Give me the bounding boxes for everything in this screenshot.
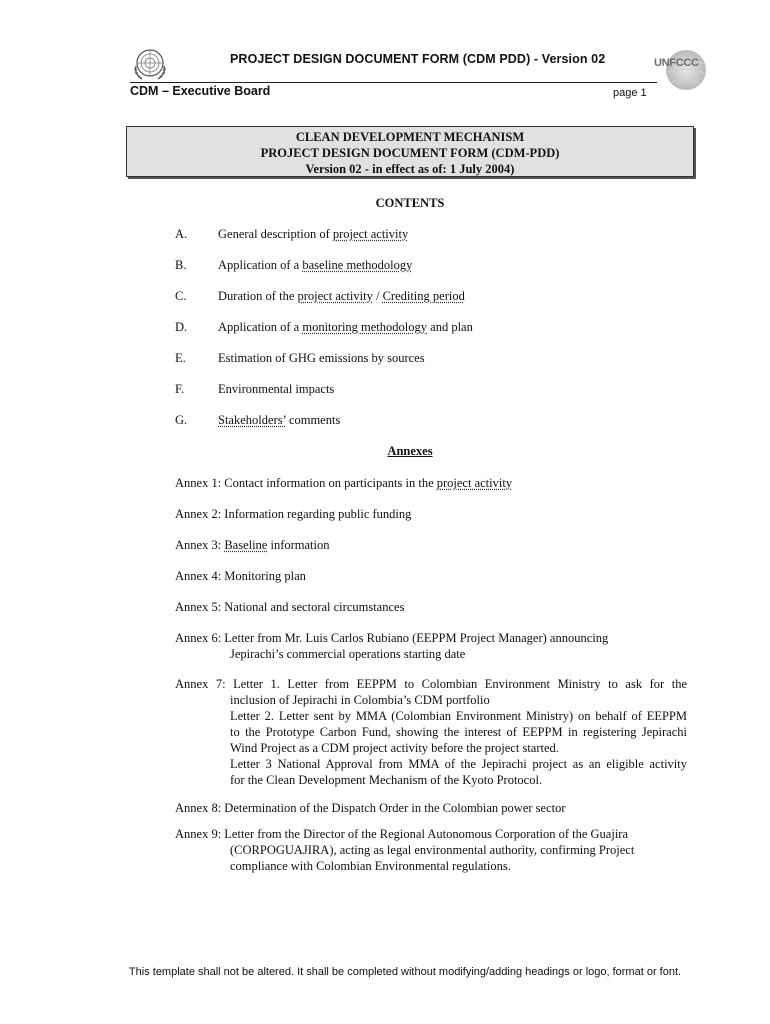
toc-item: General description of project activity (218, 227, 409, 241)
annex-8: Annex 8: Determination of the Dispatch Order in the Colombian power sector (175, 801, 566, 815)
form-title-box (126, 126, 694, 177)
annex-4: Annex 4: Monitoring plan (175, 569, 306, 583)
toc-item: Environmental impacts (218, 382, 335, 396)
toc-item: Stakeholders’ comments (218, 413, 341, 427)
toc-letter: C. (175, 289, 187, 303)
title-line-3: Version 02 - in effect as of: 1 July 2004) (305, 162, 515, 176)
title-line-2: PROJECT DESIGN DOCUMENT FORM (CDM-PDD) (260, 146, 560, 160)
header-divider (130, 82, 657, 83)
un-emblem-logo (130, 44, 170, 84)
annex-7: Annex 7: Letter 1. Letter from EEPPM to Colombian Environment Ministry to ask for the inclusion of Jepirachi in Colombia’s CDM portfolio Letter 2. Letter sent by MMA (Colombian Environment Ministry) on behalf of EEPPM to the Prototype Carbon Fund, showing the interest of EEPPM in registering Jepirachi Wind Project as a CDM project activity before the project started. Letter 3 National Approval from MMA of the Jepirachi project as an eligible activity for the Clean Development Mechanism of the Kyoto Protocol. (175, 677, 687, 787)
annex-5: Annex 5: National and sectoral circumstances (175, 600, 405, 614)
toc-letter: A. (175, 227, 188, 241)
toc-item: Duration of the project activity / Crediting period (218, 289, 465, 303)
annex-2: Annex 2: Information regarding public funding (175, 507, 412, 521)
toc-letter: G. (175, 413, 188, 427)
unfccc-logo-text: UNFCCC (654, 57, 699, 69)
toc-item: Application of a baseline methodology (218, 258, 413, 272)
toc-item: Estimation of GHG emissions by sources (218, 351, 425, 365)
annex-3: Annex 3: Baseline information (175, 538, 330, 552)
unfccc-globe-icon (648, 44, 710, 94)
toc-letter: E. (175, 351, 186, 365)
template-footer-note: This template shall not be altered. It shall be completed without modifying/adding headings or logo, format or font. (128, 966, 682, 978)
toc-letter: D. (175, 320, 188, 334)
annex-6: Annex 6: Letter from Mr. Luis Carlos Rubiano (EEPPM Project Manager) announcing Jepirachi’s commercial operations starting date (175, 631, 609, 661)
unfccc-logo (648, 44, 710, 94)
contents-heading: CONTENTS (375, 196, 445, 210)
executive-board-label: CDM – Executive Board (130, 84, 271, 98)
annex-9: Annex 9: Letter from the Director of the Regional Autonomous Corporation of the Guajira (CORPOGUAJIRA), acting as legal environmental authority, confirming Project compliance with Colombian Environmental regulations. (175, 827, 635, 873)
page-number: page 1 (613, 87, 647, 99)
toc-item: Application of a monitoring methodology and plan (218, 320, 473, 334)
document-header-title: PROJECT DESIGN DOCUMENT FORM (CDM PDD) - Version 02 (230, 52, 606, 66)
title-line-1: CLEAN DEVELOPMENT MECHANISM (295, 130, 525, 144)
toc-letter: B. (175, 258, 187, 272)
annexes-heading: Annexes (387, 444, 433, 458)
toc-letter: F. (175, 382, 185, 396)
annex-1: Annex 1: Contact information on participants in the project activity (175, 476, 513, 490)
